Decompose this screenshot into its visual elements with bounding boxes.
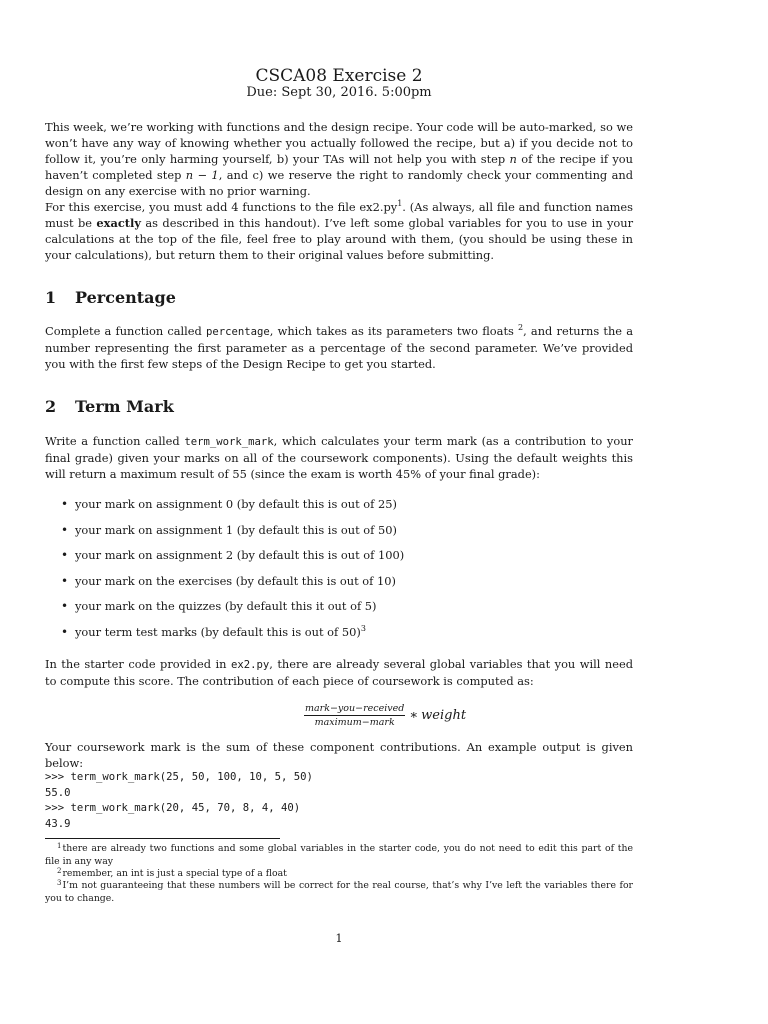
formula-numerator: mark−you−received xyxy=(305,703,405,714)
list-item: • your mark on assignment 0 (by default this is out of 25) xyxy=(45,496,633,522)
code-term-work-mark: term_work_mark xyxy=(184,436,274,448)
document-title: CSCA08 Exercise 2 xyxy=(255,66,423,86)
footnote-ref-3: 3 xyxy=(360,624,366,634)
list-item: • your term test marks (by default this is out of 50)$^3$ xyxy=(45,624,633,650)
code-line: >>> term_work_mark(20, 45, 70, 8, 4, 40) xyxy=(45,802,301,814)
math-n: n xyxy=(509,152,517,166)
emphasis-exactly: exactly xyxy=(96,216,141,230)
intro-paragraph-1: This week, we’re working with functions and the design recipe. Your code will be auto-marked, so we won’t have any way of knowing whether you actually followed the recipe, but a) if you decide not to follow it, you’re only harming yourself, b) your TAs will not help you with step n of the recipe if you haven’t completed step n − 1, and c) we reserve the right to randomly check your commenting and design on any exercise with no prior warning. xyxy=(45,120,634,198)
list-item: • your mark on assignment 1 (by default this is out of 50) xyxy=(45,522,633,548)
code-line: 55.0 xyxy=(45,786,71,799)
due-date: Due: Sept 30, 2016. 5:00pm xyxy=(246,85,432,100)
code-line: 43.9 xyxy=(45,817,71,830)
footnote-rule xyxy=(45,838,280,839)
example-code-block xyxy=(45,770,313,832)
section1-paragraph: Complete a function called percentage, which takes as its parameters two floats $^2$, and returns the a number representing the first parameter as a percentage of the second parameter. We’ve provided you with the first few steps of the Design Recipe to get you started. xyxy=(45,323,634,371)
formula-fraction xyxy=(304,703,405,728)
math-n-minus-1: n − 1 xyxy=(185,168,219,182)
contribution-formula xyxy=(304,703,466,728)
list-item: • your mark on the exercises (by default this is out of 10) xyxy=(45,573,633,599)
footnote-ref-2: 2 xyxy=(518,323,524,333)
page-number: 1 xyxy=(335,931,343,945)
section2-paragraph-1: Write a function called term_work_mark, which calculates your term mark (as a contribution to your final grade) given your marks on all of the coursework components). Using the default weights this will return a maximum result of 55 (since the exam is worth 45% of your final grade): xyxy=(45,434,633,481)
intro-paragraph-2: For this exercise, you must add 4 functions to the file $ex2.py^1$. (As always, all file and function names must be exactly as described in this handout). I’ve left some global variables for you to use in your calculations at the top of the file, feel free to play around with them, (you should be using these in your calculations), but return them to their original values before submitting. xyxy=(45,199,634,262)
section2-paragraph-2: In the starter code provided in ex2.py, there are already several global variables that you will need to compute this score. The contribution of each piece of coursework is computed as: xyxy=(45,657,633,688)
footnote-2: $^2$remember, an int is just a special type of a float xyxy=(57,867,287,879)
list-item: • your mark on assignment 2 (by default this is out of 100) xyxy=(45,547,633,573)
coursework-list xyxy=(45,496,633,650)
code-ex2-py: ex2.py xyxy=(230,659,270,671)
footnote-1: $^1$there are already two functions and some global variables in the starter code, you do not need to edit this part of the file in any way xyxy=(45,842,633,867)
section-heading-percentage: 1 Percentage xyxy=(45,288,176,307)
section-heading-term-mark: 2 Term Mark xyxy=(45,397,174,416)
formula-denominator: maximum−mark xyxy=(314,717,395,728)
footnote-ref-1: 1 xyxy=(397,199,403,209)
formula-weight: weight xyxy=(421,708,467,723)
code-line: >>> term_work_mark(25, 50, 100, 10, 5, 50) xyxy=(45,771,313,783)
section2-paragraph-3: Your coursework mark is the sum of these component contributions. An example output is given below: xyxy=(45,740,633,770)
code-percentage: percentage xyxy=(206,326,270,338)
formula-times: ∗ xyxy=(409,708,419,723)
footnote-3: $^3$I’m not guaranteeing that these numbers will be correct for the real course, that’s why I’ve left the variables there for you to change. xyxy=(45,879,633,904)
list-item: • your mark on the quizzes (by default this it out of 5) xyxy=(45,598,633,624)
